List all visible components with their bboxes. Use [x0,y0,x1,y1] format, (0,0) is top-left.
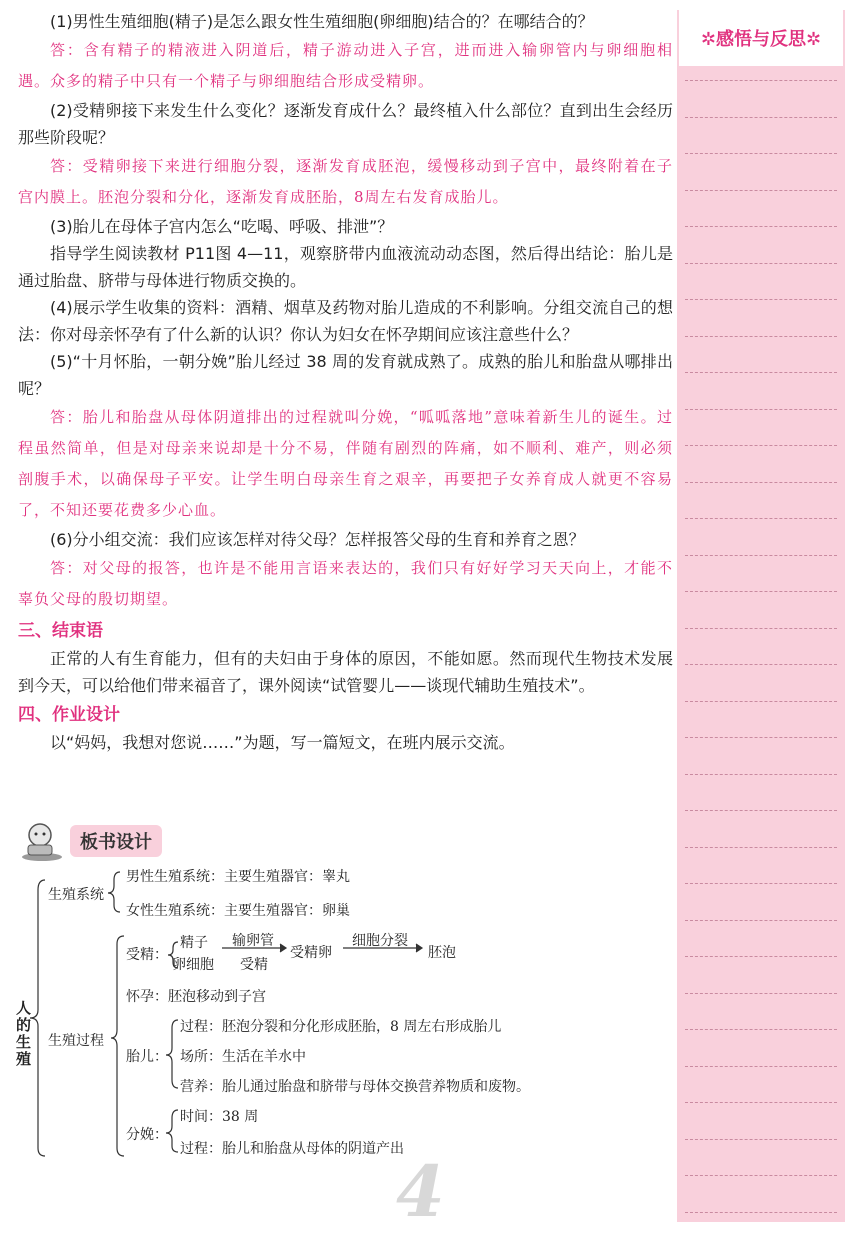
board-fetus-nutrition: 营养：胎儿通过胎盘和脐带与母体交换营养物质和废物。 [180,1079,530,1095]
board-reproductive-system: 生殖系统 [48,887,104,903]
board-zygote: 受精卵 [290,945,332,961]
board-female-system: 女性生殖系统：主要生殖器官：卵巢 [126,903,350,919]
question-1: (1)男性生殖细胞(精子)是怎么跟女性生殖细胞(卵细胞)结合的？在哪结合的？ [50,12,594,31]
board-fetus-place: 场所：生活在羊水中 [180,1049,306,1065]
page-number: 4 [396,1150,445,1233]
closing-paragraph: 正常的人有生育能力，但有的夫妇由于身体的原因，不能如愿。然而现代生物技术发展到今天，可以给他们带来福音了，课外阅读“试管婴儿——谈现代辅助生殖技术”。 [18,649,673,695]
board-oviduct: 输卵管 [232,933,274,949]
board-pregnancy: 怀孕：胚泡移动到子宫 [126,989,266,1005]
board-reproduction-process: 生殖过程 [48,1033,104,1049]
board-fetus: 胎儿： [126,1049,168,1065]
section-heading-4: 四、作业设计 [18,705,120,725]
question-4: (4)展示学生收集的资料：酒精、烟草及药物对胎儿造成的不利影响。分组交流自己的想法：你对母亲怀孕有了什么新的认识？你认为妇女在怀孕期间应该注意些什么？ [18,298,673,344]
sidebar-title: ✲感悟与反思✲ [679,10,843,66]
question-5: (5)“十月怀胎，一朝分娩”胎儿经过 38 周的发育就成熟了。成熟的胎儿和胎盘从哪排出呢？ [18,352,673,398]
answer-5: 答：胎儿和胎盘从母体阴道排出的过程就叫分娩，“呱呱落地”意味着新生儿的诞生。过程虽然简单，但是对母亲来说却是十分不易，伴随有剧烈的阵痛，如不顺利、难产，则必须剖腹手术，以确保母子平安。让学生明白母亲生育之艰辛，再要把子女养育成人就更不容易了，不知还要花费多少心血。 [18,408,673,519]
homework-paragraph: 以“妈妈，我想对您说……”为题，写一篇短文，在班内展示交流。 [50,733,515,752]
board-cell-division: 细胞分裂 [352,933,408,949]
question-2: (2)受精卵接下来发生什么变化？逐渐发育成什么？最终植入什么部位？直到出生会经历那些阶段呢？ [18,101,673,147]
board-fertilize: 受精 [240,957,268,973]
board-root: 人的生殖 [16,999,32,1068]
answer-2: 答：受精卵接下来进行细胞分裂，逐渐发育成胚泡，缓慢移动到子宫中，最终附着在子宫内膜上。胚泡分裂和分化，逐渐发育成胚胎，8周左右发育成胎儿。 [18,157,673,206]
board-birth: 分娩： [126,1127,168,1143]
board-sperm: 精子 [180,935,208,951]
board-fetus-process: 过程：胚泡分裂和分化形成胚胎，8 周左右形成胎儿 [180,1019,502,1035]
question-3: (3)胎儿在母体子宫内怎么“吃喝、呼吸、排泄”？ [50,217,394,236]
board-birth-process: 过程：胎儿和胎盘从母体的阴道产出 [180,1141,404,1157]
board-birth-time: 时间：38 周 [180,1109,259,1125]
board-blastocyst: 胚泡 [428,945,456,961]
board-fertilization: 受精： [126,947,168,963]
board-egg: 卵细胞 [172,957,214,973]
paragraph-3: 指导学生阅读教材 P11图 4—11，观察脐带内血液流动动态图，然后得出结论：胎儿是通过胎盘、脐带与母体进行物质交换的。 [18,244,673,290]
board-male-system: 男性生殖系统：主要生殖器官：睾丸 [126,869,350,885]
board-design-title: 板书设计 [70,825,162,857]
answer-1: 答：含有精子的精液进入阴道后，精子游动进入子宫，进而进入输卵管内与卵细胞相遇。众多的精子中只有一个精子与卵细胞结合形成受精卵。 [18,41,673,90]
section-heading-3: 三、结束语 [18,621,103,641]
question-6: (6)分小组交流：我们应该怎样对待父母？怎样报答父母的生育和养育之恩？ [50,530,585,549]
answer-6: 答：对父母的报答，也许是不能用言语来表达的，我们只有好好学习天天向上，才能不辜负父母的殷切期望。 [18,559,673,608]
